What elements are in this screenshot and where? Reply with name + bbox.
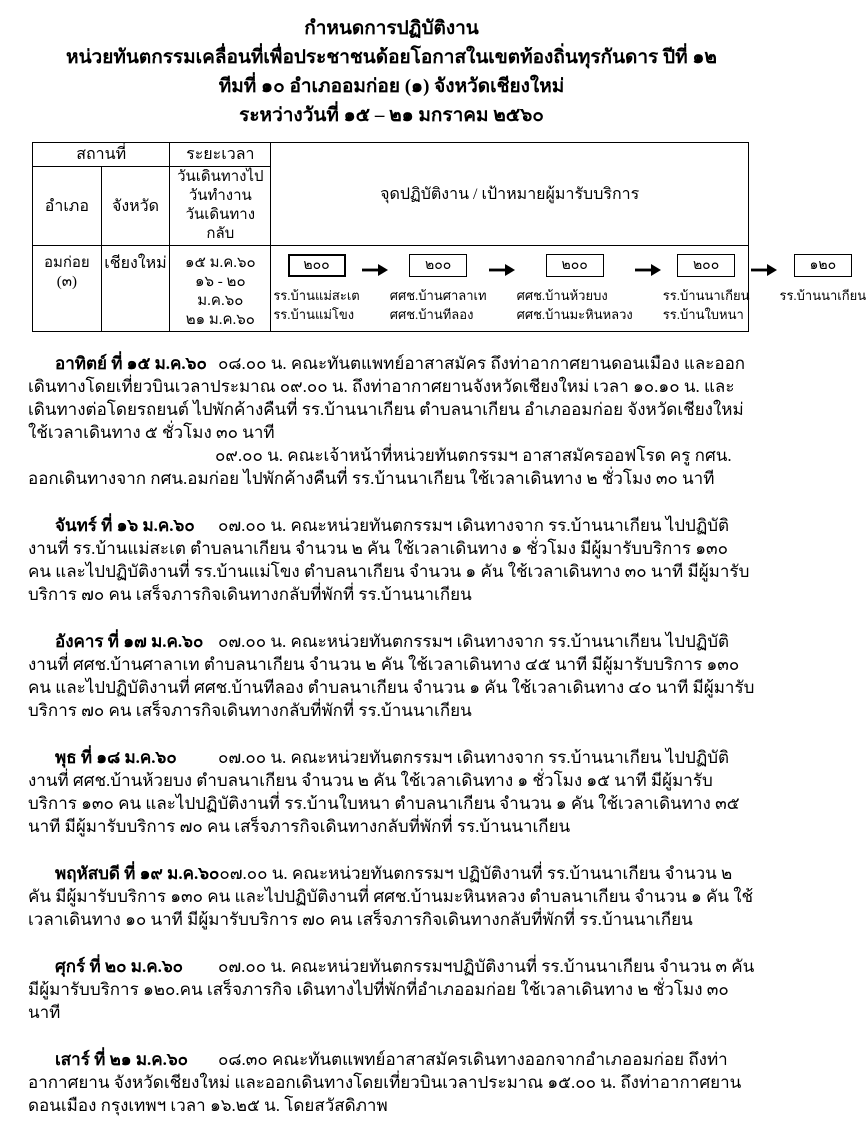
schedule-paragraph-saturday — [28, 1048, 755, 1117]
header-district: อำเภอ — [33, 167, 102, 246]
service-point-label: ศศช.บ้านมะหินหลวง — [516, 307, 633, 322]
target-count: ๑๒๐ — [809, 258, 837, 273]
paragraph-text: ๐๗.๐๐ น. คณะหน่วยทันตกรรมฯ เดินทางจาก รร.บ้านนาเกียน ไปปฏิบัติงานที่ ศศช.บ้านห้วยบง ตำบลนาเกียน จำนวน ๒ คัน ใช้เวลาเดินทาง ๑ ชั่วโมง ๑๕ นาที มีผู้มารับบริการ ๑๓๐ คน และไปปฏิบัติงานที่ รร.บ้านใบหนา ตำบลนาเกียน จำนวน ๑ คัน ใช้เวลาเดินทาง ๓๕ นาที มีผู้มารับบริการ ๗๐ คน เสร็จภารกิจเดินทางกลับที่พักที่ รร.บ้านนาเกียน — [28, 748, 740, 836]
schedule-paragraph-friday — [28, 955, 755, 1024]
paragraph-text: ๐๘.๐๐ น. คณะทันตแพทย์อาสาสมัคร ถึงท่าอากาศยานดอนเมือง และออกเดินทางโดยเที่ยวบินเวลาประมาณ ๐๙.๐๐ น. ถึงท่าอากาศยานจังหวัดเชียงใหม่ เวลา ๑๐.๑๐ น. และเดินทางต่อโดยรถยนต์ ไปพักค้างคืนที่ รร.บ้านนาเกียน ตำบลนาเกียน อำเภออมก่อย จังหวัดเชียงใหม่ ใช้เวลาเดินทาง ๕ ชั่วโมง ๓๐ นาที — [28, 354, 746, 442]
cell-dates — [170, 246, 271, 332]
daily-schedule-section — [28, 352, 755, 1117]
target-count: ๒๐๐ — [303, 258, 330, 273]
target-count-box — [677, 254, 735, 277]
duration-line: วันทำงาน — [188, 188, 252, 204]
day-heading: อังคาร ที่ ๑๗ ม.ค.๖๐ — [55, 632, 204, 651]
district-note: (๓) — [56, 274, 77, 290]
date-travel-back: ๒๑ ม.ค.๖๐ — [185, 312, 255, 328]
day-heading: จันทร์ ที่ ๑๖ ม.ค.๖๐ — [55, 516, 195, 535]
district-name: อมก่อย — [43, 255, 90, 271]
schedule-paragraph-monday — [28, 514, 755, 606]
schedule-table — [32, 142, 866, 332]
date-working: ๑๖ - ๒๐ ม.ค.๖๐ — [195, 274, 246, 309]
target-count: ๒๐๐ — [692, 258, 720, 273]
header-province: จังหวัด — [101, 167, 170, 246]
header-duration: ระยะเวลา — [170, 143, 271, 167]
paragraph-text: ๐๘.๓๐ คณะทันตแพทย์อาสาสมัครเดินทางออกจากอำเภออมก่อย ถึงท่าอากาศยาน จังหวัดเชียงใหม่ และออกเดินทางโดยเที่ยวบินเวลาประมาณ ๑๕.๐๐ น. ถึงท่าอากาศยานดอนเมือง กรุงเทพฯ เวลา ๑๖.๒๕ น. โดยสวัสดิภาพ — [28, 1050, 742, 1115]
service-point-label: ศศช.บ้านศาลาเท — [389, 288, 487, 303]
service-point-group-4 — [663, 254, 750, 324]
day-heading: เสาร์ ที่ ๒๑ ม.ค.๖๐ — [55, 1050, 189, 1069]
service-point-label: รร.บ้านแม่โขง — [273, 307, 355, 322]
service-flow-diagram — [273, 254, 866, 324]
cell-district — [33, 246, 102, 332]
header-operation: จุดปฏิบัติงาน / เป้าหมายผู้มารับบริการ — [271, 143, 749, 246]
paragraph-text: ๐๗.๐๐ น. คณะหน่วยทันตกรรมฯปฏิบัติงานที่ รร.บ้านนาเกียน จำนวน ๓ คัน มีผู้มารับบริการ ๑๒๐.คน เสร็จภารกิจ เดินทางไปที่พักที่อำเภออมก่อย ใช้เวลาเดินทาง ๒ ชั่วโมง ๓๐ นาที — [28, 957, 755, 1022]
schedule-paragraph-sunday-cont — [28, 444, 755, 490]
day-heading: พฤหัสบดี ที่ ๑๙ ม.ค.๖๐ — [55, 864, 220, 883]
service-point-label: รร.บ้านใบหนา — [662, 307, 744, 322]
service-point-group-5 — [779, 254, 866, 305]
schedule-paragraph-wednesday — [28, 746, 755, 838]
date-travel-out: ๑๕ ม.ค.๖๐ — [184, 255, 256, 271]
service-point-label: รร.บ้านแม่สะเต — [273, 288, 360, 303]
service-point-label: ศศช.บ้านห้วยบง — [516, 288, 608, 303]
paragraph-text: ๐๗.๐๐ น. คณะหน่วยทันตกรรมฯ ปฏิบัติงานที่ รร.บ้านนาเกียน จำนวน ๒ คัน มีผู้มารับบริการ ๑๓๐ คน และไปปฏิบัติงานที่ ศศช.บ้านมะหินหลวง ตำบลนาเกียน จำนวน ๑ คัน ใช้เวลาเดินทาง ๑๐ นาที มีผู้มารับบริการ ๗๐ คน เสร็จภารกิจเดินทางกลับที่พักที่ รร.บ้านนาเกียน — [28, 864, 754, 929]
cell-province: เชียงใหม่ — [101, 246, 170, 332]
target-count-box — [288, 254, 346, 277]
service-point-label: รร.บ้านนาเกียน — [662, 288, 750, 303]
service-point-label: ศศช.บ้านทีลอง — [389, 307, 474, 322]
paragraph-text: ๐๗.๐๐ น. คณะหน่วยทันตกรรมฯ เดินทางจาก รร.บ้านนาเกียน ไปปฏิบัติงานที่ ศศช.บ้านศาลาเท ตำบลนาเกียน จำนวน ๒ คัน ใช้เวลาเดินทาง ๔๕ นาที มีผู้มารับบริการ ๑๓๐ คน และไปปฏิบัติงานที่ ศศช.บ้านทีลอง ตำบลนาเกียน จำนวน ๑ คัน ใช้เวลาเดินทาง ๔๐ นาที มีผู้มารับบริการ ๗๐ คน เสร็จภารกิจเดินทางกลับที่พักที่ รร.บ้านนาเกียน — [28, 632, 755, 720]
title-line-1: กำหนดการปฏิบัติงาน — [304, 18, 479, 39]
service-point-group-2 — [390, 254, 487, 324]
title-line-4: ระหว่างวันที่ ๑๕ – ๒๑ มกราคม ๒๕๖๐ — [239, 105, 544, 126]
day-heading: พุธ ที่ ๑๘ ม.ค.๖๐ — [55, 748, 177, 767]
schedule-paragraph-tuesday — [28, 630, 755, 722]
title-line-3: ทีมที่ ๑๐ อำเภออมก่อย (๑) จังหวัดเชียงใหม่ — [218, 76, 565, 97]
target-count: ๒๐๐ — [424, 258, 452, 273]
paragraph-text: ๐๙.๐๐ น. คณะเจ้าหน้าที่หน่วยทันตกรรมฯ อาสาสมัครออฟโรด ครู กศน. ออกเดินทางจาก กศน.อมก่อย ไปพักค้างคืนที่ รร.บ้านนาเกียน ใช้เวลาเดินทาง ๒ ชั่วโมง ๓๐ นาที — [28, 446, 732, 488]
arrow-right-icon — [633, 262, 663, 281]
duration-line: วันเดินทางกลับ — [185, 207, 256, 242]
header-duration-detail — [170, 167, 271, 246]
paragraph-text: ๐๗.๐๐ น. คณะหน่วยทันตกรรมฯ เดินทางจาก รร.บ้านนาเกียน ไปปฏิบัติงานที่ รร.บ้านแม่สะเต ตำบลนาเกียน จำนวน ๒ คัน ใช้เวลาเดินทาง ๑ ชั่วโมง มีผู้มารับบริการ ๑๓๐ คน และไปปฏิบัติงานที่ รร.บ้านแม่โขง ตำบลนาเกียน จำนวน ๑ คัน ใช้เวลาเดินทาง ๓๐ นาที มีผู้มารับบริการ ๗๐ คน เสร็จภารกิจเดินทางกลับที่พักที่ รร.บ้านนาเกียน — [28, 516, 750, 604]
target-count-box — [794, 254, 852, 277]
day-heading: อาทิตย์ ที่ ๑๕ ม.ค.๖๐ — [55, 354, 207, 373]
target-count: ๒๐๐ — [561, 258, 588, 273]
title-line-2: หน่วยทันตกรรมเคลื่อนที่เพื่อประชาชนด้อยโอกาสในเขตท้องถิ่นทุรกันดาร ปีที่ ๑๒ — [66, 47, 717, 68]
arrow-right-icon — [749, 262, 779, 281]
duration-line: วันเดินทางไป — [177, 169, 264, 185]
document-title-block — [28, 14, 755, 130]
schedule-paragraph-thursday — [28, 862, 755, 931]
header-location: สถานที่ — [33, 143, 170, 167]
target-count-box — [409, 254, 467, 277]
service-point-label: รร.บ้านนาเกียน — [779, 288, 866, 303]
target-count-box — [546, 254, 604, 277]
service-point-group-3 — [517, 254, 633, 324]
arrow-right-icon — [487, 262, 517, 281]
service-point-group-1 — [273, 254, 359, 324]
schedule-paragraph-sunday — [28, 352, 755, 444]
cell-service-flow — [271, 246, 866, 332]
arrow-right-icon — [360, 262, 390, 281]
day-heading: ศุกร์ ที่ ๒๐ ม.ค.๖๐ — [55, 957, 183, 976]
